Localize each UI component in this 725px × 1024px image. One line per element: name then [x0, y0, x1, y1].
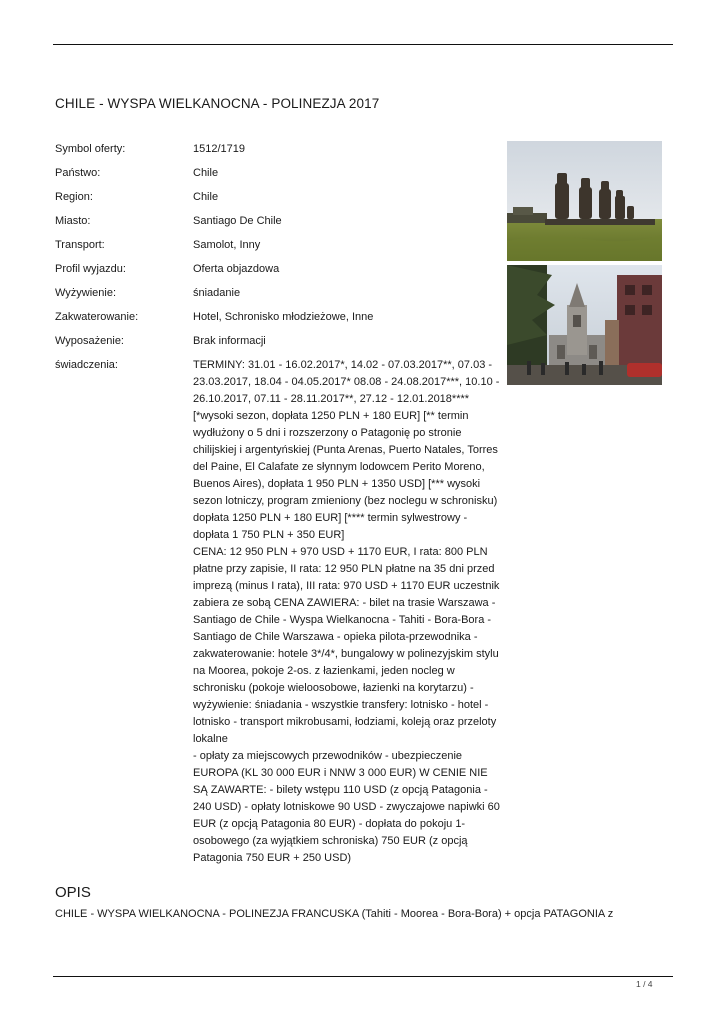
footer-rule	[53, 976, 673, 977]
field-row-accommodation	[55, 309, 505, 326]
field-value: Oferta objazdowa	[193, 263, 280, 275]
city-church-street-photo	[507, 265, 662, 385]
field-value: Chile	[193, 167, 219, 179]
field-row-region	[55, 189, 505, 206]
field-row-services	[55, 357, 505, 867]
services-paragraph: TERMINY: 31.01 - 16.02.2017*, 14.02 - 07.03.2017**, 07.03 - 23.03.2017, 18.04 - 04.05.2017* 08.08 - 24.08.2017***, 10.10 - 26.10.2017, 07.11 - 28.11.2017**, 27.12 - 12.01.2018**** [*wysoki sezon, dopłata 1250 PLN + 180 EUR] [** termin wydłużony o 5 dni i rozszerzony o Patagonię po stronie chilijskiej i argentyńskiej (Punta Arenas, Puerto Natales, Torres del Paine, El Calafate ze słynnym lodowcem Perito Moreno, Buenos Aires), dopłata 1 950 PLN + 1350 USD] [*** wysoki sezon lotniczy, program zmieniony (bez noclegu w schronisku) dopłata 1250 PLN + 180 EUR] [**** termin sylwestrowy - dopłata 1 750 PLN + 350 EUR]	[193, 359, 500, 541]
moai-statues-photo	[507, 141, 662, 261]
field-label: świadczenia:	[55, 359, 118, 371]
field-value: Brak informacji	[193, 335, 266, 347]
field-row-city	[55, 213, 505, 230]
services-text	[193, 357, 503, 867]
services-paragraph: CENA: 12 950 PLN + 970 USD + 1170 EUR, I rata: 800 PLN płatne przy zapisie, II rata: 12 950 PLN płatne na 35 dni przed imprezą (minus I rata), III rata: 970 USD + 1170 EUR uczestnik zabiera ze sobą CENA ZAWIERA: - bilet na trasie Warszawa - Santiago de Chile - Wyspa Wielkanocna - Tahiti - Bora-Bora - Santiago de Chile Warszawa - opieka pilota-przewodnika - zakwaterowanie: hotele 3*/4*, bungalowy w polinezyjskim stylu na Moorea, pokoje 2-os. z łazienkami, jeden nocleg w schronisku (pokoje wieloosobowe, łazienki na korytarzu) - wyżywienie: śniadania - wszystkie transfery: lotnisko - hotel - lotnisko - transport mikrobusami, łodziami, koleją oraz przeloty lokalne	[193, 546, 500, 745]
field-label: Profil wyjazdu:	[55, 263, 126, 275]
field-row-profile	[55, 261, 505, 278]
opis-heading: OPIS	[55, 884, 91, 901]
header-rule	[53, 44, 673, 45]
field-row-transport	[55, 237, 505, 254]
field-row-country	[55, 165, 505, 182]
page-title: CHILE - WYSPA WIELKANOCNA - POLINEZJA 2017	[55, 96, 380, 111]
field-value: Samolot, Inny	[193, 239, 261, 251]
field-value: śniadanie	[193, 287, 241, 299]
page-number: 1 / 4	[636, 979, 653, 989]
field-row-board	[55, 285, 505, 302]
field-row-symbol	[55, 141, 505, 158]
opis-text: CHILE - WYSPA WIELKANOCNA - POLINEZJA FRANCUSKA (Tahiti - Moorea - Bora-Bora) + opcja PATAGONIA z	[55, 908, 614, 920]
field-row-equipment	[55, 333, 505, 350]
field-label: Symbol oferty:	[55, 143, 126, 155]
field-value: Chile	[193, 191, 219, 203]
field-value: Hotel, Schronisko młodzieżowe, Inne	[193, 311, 374, 323]
field-label: Wyżywienie:	[55, 287, 117, 299]
field-value: 1512/1719	[193, 143, 245, 155]
offer-details	[55, 141, 505, 867]
field-label: Transport:	[55, 239, 105, 251]
field-label: Miasto:	[55, 215, 91, 227]
field-value: Santiago De Chile	[193, 215, 282, 227]
field-label: Zakwaterowanie:	[55, 311, 139, 323]
services-paragraph: - opłaty za miejscowych przewodników - ubezpieczenie EUROPA (KL 30 000 EUR i NNW 3 000 EUR) W CENIE NIE SĄ ZAWARTE: - bilety wstępu 110 USD (z opcją Patagonia - 240 USD) - opłaty lotniskowe 90 USD - zwyczajowe napiwki 60 EUR (z opcją Patagonia 80 EUR) - dopłata do pokoju 1-osobowego (za wyjątkiem schroniska) 750 EUR (z opcją Patagonia 750 EUR + 250 USD)	[193, 750, 500, 864]
field-label: Wyposażenie:	[55, 335, 124, 347]
field-label: Państwo:	[55, 167, 101, 179]
field-label: Region:	[55, 191, 93, 203]
